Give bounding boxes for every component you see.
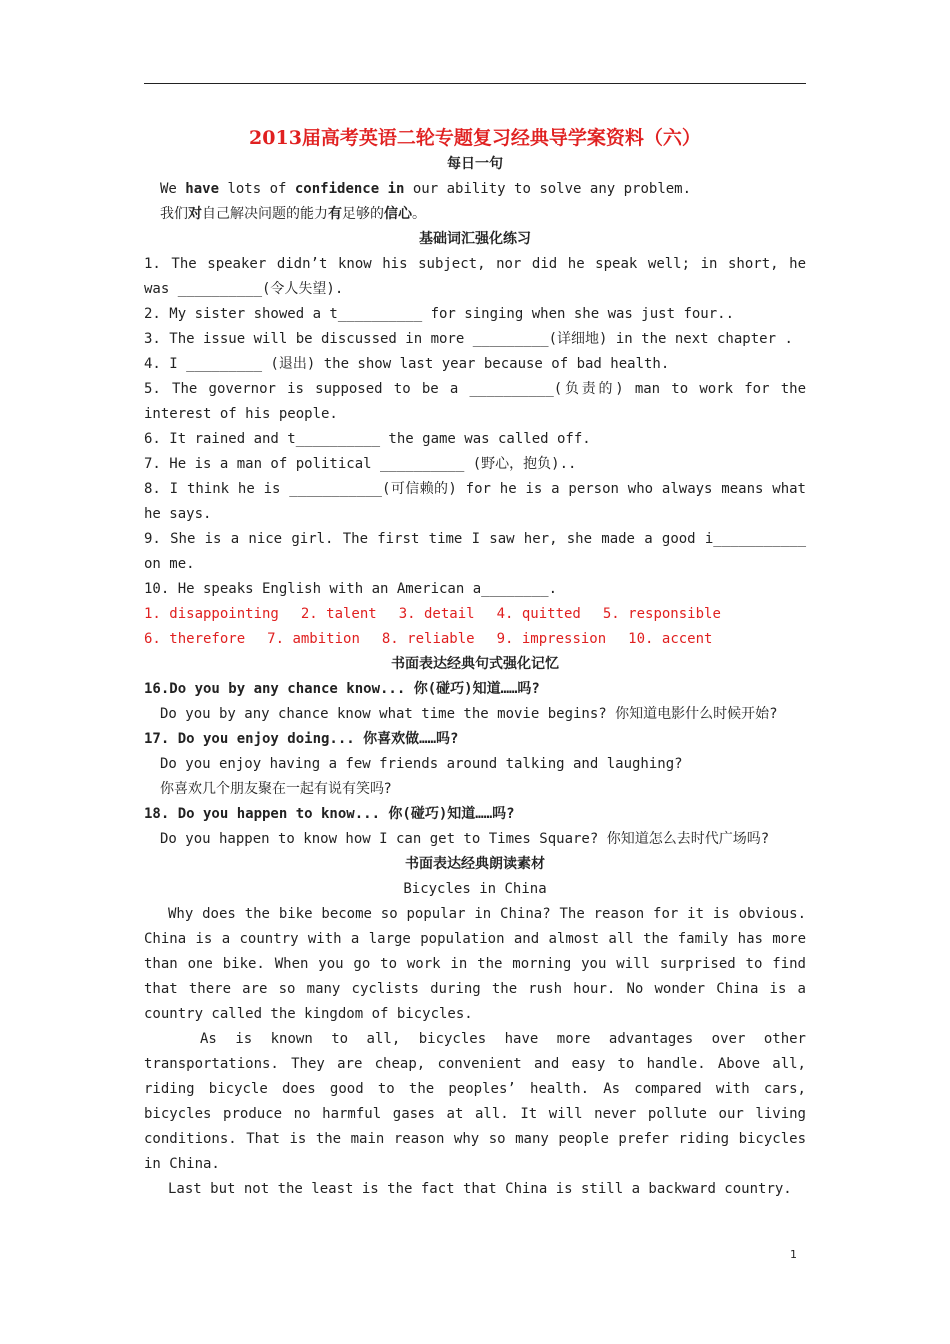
patterns-heading: 书面表达经典句式强化记忆 <box>391 656 559 672</box>
vocab-item: 7. He is a man of political __________ (野心，抱负).. <box>144 456 577 472</box>
answer: 5. responsible <box>602 606 721 622</box>
reading-subtitle: Bicycles in China <box>403 881 547 897</box>
answer: 6. therefore <box>144 631 246 647</box>
pattern-16-title: 16.Do you by any chance know... 你(碰巧)知道……吗? <box>144 681 540 697</box>
vocab-item: 10. He speaks English with an American a________. <box>144 581 558 597</box>
header-rule <box>144 83 806 84</box>
answer: 2. talent <box>300 606 377 622</box>
vocab-item: 5. The governor is supposed to be a __________(负责的) man to work for the interest of his people. <box>144 381 806 422</box>
answer: 1. disappointing <box>144 606 279 622</box>
reading-paragraph-1: Why does the bike become so popular in China? The reason for it is obvious. China is a country with a large population and almost all the family has more than one bike. When you go to work in the morning you will surprised to find that there are so many cyclists during the rush hour. No wonder China is a country called the kingdom of bicycles. <box>144 906 806 1022</box>
vocab-heading: 基础词汇强化练习 <box>419 231 531 247</box>
vocab-item: 1. The speaker didn’t know his subject, nor did he speak well; in short, he was __________(令人失望). <box>144 256 806 297</box>
pattern-16-example: Do you by any chance know what time the movie begins? 你知道电影什么时候开始? <box>160 706 778 722</box>
answer: 7. ambition <box>267 631 360 647</box>
pattern-17-example-cn: 你喜欢几个朋友聚在一起有说有笑吗? <box>160 781 392 797</box>
daily-sentence-cn: 我们对自己解决问题的能力有足够的信心。 <box>160 206 426 222</box>
reading-paragraph-2: As is known to all, bicycles have more advantages over other transportations. They are cheap, convenient and easy to handle. Above all, riding bicycle does good to the peoples’ health. As compared with cars, bicycles produce no harmful gases at all. It will never pollute our living conditions. That is the main reason why so many people prefer riding bicycles in China. <box>144 1031 806 1172</box>
answer-row-2 <box>144 627 806 652</box>
daily-heading: 每日一句 <box>447 156 503 172</box>
pattern-17-title: 17. Do you enjoy doing... 你喜欢做……吗? <box>144 731 459 747</box>
answer: 10. accent <box>628 631 713 647</box>
answer: 3. detail <box>398 606 475 622</box>
vocab-item: 9. She is a nice girl. The first time I saw her, she made a good i___________ on me. <box>144 531 806 572</box>
page-number: 1 <box>790 1248 797 1261</box>
reading-heading: 书面表达经典朗读素材 <box>405 856 545 872</box>
answer: 9. impression <box>496 631 607 647</box>
pattern-17-example-en: Do you enjoy having a few friends around talking and laughing? <box>160 756 683 772</box>
reading-paragraph-3: Last but not the least is the fact that China is still a backward country. <box>168 1181 792 1197</box>
answer-row-1 <box>144 602 806 627</box>
vocab-item: 6. It rained and t__________ the game was called off. <box>144 431 591 447</box>
vocab-item: 3. The issue will be discussed in more _________(详细地) in the next chapter . <box>144 331 793 347</box>
answer: 8. reliable <box>381 631 475 647</box>
daily-sentence-en: We have lots of confidence in our ability to solve any problem. <box>160 181 692 197</box>
vocab-item: 8. I think he is ___________(可信赖的) for he is a person who always means what he says. <box>144 481 806 522</box>
pattern-18-title: 18. Do you happen to know... 你(碰巧)知道……吗? <box>144 806 515 822</box>
vocab-item: 4. I _________ (退出) the show last year because of bad health. <box>144 356 670 372</box>
pattern-18-example: Do you happen to know how I can get to Times Square? 你知道怎么去时代广场吗? <box>160 831 770 847</box>
document-body <box>144 124 806 1202</box>
answer: 4. quitted <box>496 606 581 622</box>
document-title: 2013届高考英语二轮专题复习经典导学案资料（六） <box>249 127 701 149</box>
vocab-item: 2. My sister showed a t__________ for singing when she was just four.. <box>144 306 735 322</box>
